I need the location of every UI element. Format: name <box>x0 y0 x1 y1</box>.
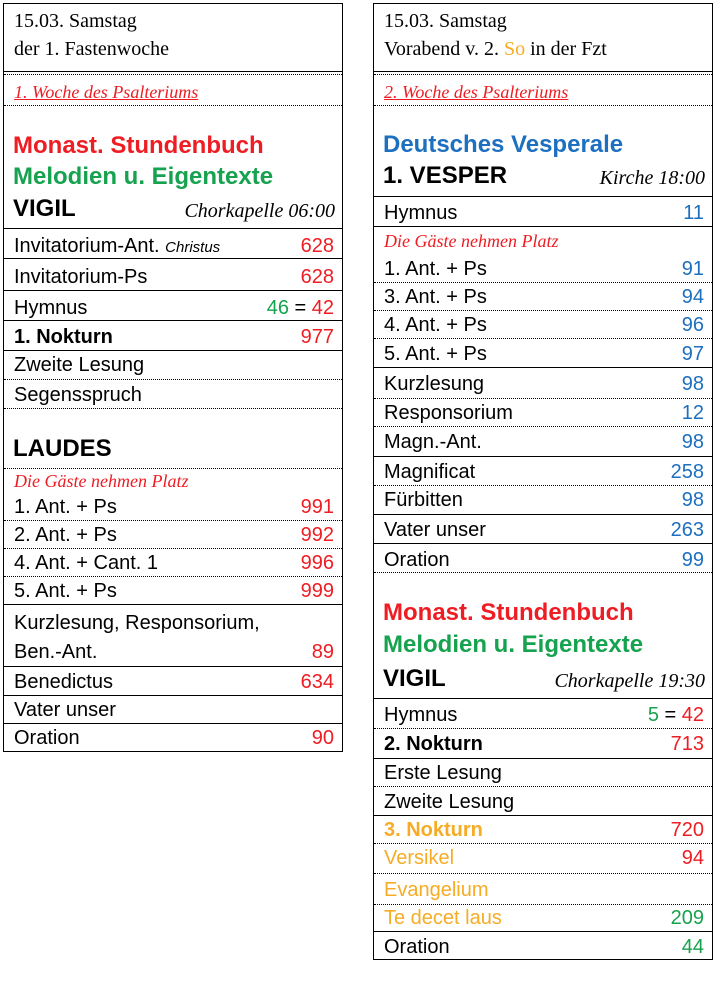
vigil-row-3-nokturn <box>374 814 712 842</box>
row-label: Segensspruch <box>14 384 142 406</box>
vesper-row-magn-ant <box>374 426 712 454</box>
laudes-row-ben-ant <box>4 636 342 664</box>
row-number-a: 5 <box>647 704 659 726</box>
row-label: Magnificat <box>384 461 476 483</box>
row-label: Kurzlesung <box>384 373 485 395</box>
vesper-row-responsorium <box>374 397 712 425</box>
vesper-row-fuerbitten <box>374 484 712 512</box>
row-label: Zweite Lesung <box>384 791 515 813</box>
row-label: Erste Lesung <box>384 762 502 784</box>
row-number-a: 46 <box>266 297 289 319</box>
left-vigil-place: Chorkapelle 06:00 <box>184 200 335 222</box>
row-label: 2. Nokturn <box>384 733 483 755</box>
row-label: Ben.-Ant. <box>14 641 98 663</box>
laudes-row-4 <box>4 547 342 575</box>
vigil-row-erste-lesung <box>374 757 712 785</box>
right-vigil-place: Chorkapelle 19:30 <box>554 670 705 692</box>
right-vigil-heading <box>374 665 712 693</box>
vigil-row-2-nokturn <box>374 728 712 756</box>
row-number: 91 <box>681 258 704 280</box>
row-number: 977 <box>300 326 334 348</box>
row-extra: Christus <box>165 239 221 256</box>
row-label: 3. Ant. + Ps <box>384 286 487 308</box>
vesper-heading <box>374 162 712 190</box>
row-number: 90 <box>311 727 334 749</box>
right-guests-note: Die Gäste nehmen Platz <box>384 231 559 251</box>
row-label: Hymnus <box>384 202 458 224</box>
row-number-b: 42 <box>681 704 704 726</box>
row-label: Evangelium <box>384 879 489 901</box>
row-label: 5. Ant. + Ps <box>384 343 487 365</box>
right-date: 15.03. Samstag <box>384 10 507 32</box>
row-number: 996 <box>300 552 334 574</box>
row-number: 11 <box>683 202 704 224</box>
laudes-row-1 <box>4 491 342 519</box>
row-number: 98 <box>681 431 704 453</box>
vigil-row-zweite-lesung <box>374 786 712 814</box>
row-label: Oration <box>14 727 80 749</box>
row-label: Te decet laus <box>384 907 502 929</box>
row-number: 992 <box>300 524 334 546</box>
vigil-row-te-decet-laus <box>374 902 712 930</box>
vesper-row-oration <box>374 544 712 572</box>
row-number: 628 <box>300 235 334 257</box>
vigil-row-evangelium <box>374 874 712 902</box>
row-label: 1. Ant. + Ps <box>384 258 487 280</box>
vigil-row-oration <box>374 931 712 959</box>
vesper-row-vater-unser <box>374 514 712 542</box>
row-label: 3. Nokturn <box>384 819 483 841</box>
sunday-abbrev: So <box>503 38 526 60</box>
row-label: Vater unser <box>384 519 486 541</box>
row-number: 94 <box>681 847 704 869</box>
row-label: Magn.-Ant. <box>384 431 482 453</box>
left-row-zweite-lesung <box>4 349 342 377</box>
row-label: Kurzlesung, Responsorium, <box>14 612 260 634</box>
vigil-row-hymnus <box>374 699 712 727</box>
row-number: 98 <box>681 373 704 395</box>
left-date-header <box>4 3 342 63</box>
laudes-row-5 <box>4 575 342 603</box>
vesper-row-magnificat <box>374 456 712 484</box>
laudes-row-oration <box>4 722 342 750</box>
row-label: Fürbitten <box>384 489 463 511</box>
left-row-1-nokturn <box>4 321 342 349</box>
left-column <box>3 3 343 752</box>
row-label: Hymnus <box>14 297 88 319</box>
row-equals: = <box>658 704 682 726</box>
row-label: 1. Nokturn <box>14 326 113 348</box>
row-number: 209 <box>670 907 704 929</box>
row-label: Oration <box>384 936 450 958</box>
row-number: 258 <box>670 461 704 483</box>
laudes-row-2 <box>4 519 342 547</box>
row-label: 4. Ant. + Cant. 1 <box>14 552 158 574</box>
row-label: Vater unser <box>14 699 116 721</box>
laudes-row-kurzlesung <box>4 607 342 635</box>
left-row-invitatorium-ps <box>4 261 342 289</box>
right-book-title-2: Monast. Stundenbuch <box>383 599 634 626</box>
row-number: 89 <box>311 641 334 663</box>
right-column <box>373 3 713 960</box>
vesper-row-hymnus <box>374 197 712 225</box>
right-book-subtitle-2: Melodien u. Eigentexte <box>383 631 644 658</box>
vesper-row-4 <box>374 309 712 337</box>
row-number: 12 <box>681 402 704 424</box>
left-book-title: Monast. Stundenbuch <box>13 132 264 159</box>
row-label: Invitatorium-Ps <box>14 266 148 288</box>
right-date-header <box>374 3 712 63</box>
vesper-row-5 <box>374 338 712 366</box>
laudes-row-benedictus <box>4 666 342 694</box>
left-psalter-week: 1. Woche des Psalteriums <box>14 82 199 102</box>
row-number: 44 <box>681 936 704 958</box>
row-label: 2. Ant. + Ps <box>14 524 117 546</box>
left-row-hymnus <box>4 292 342 320</box>
right-book-title: Deutsches Vesperale <box>383 131 624 158</box>
row-number: 713 <box>670 733 704 755</box>
row-label: Benedictus <box>14 671 113 693</box>
right-day-post: in der Fzt <box>525 38 607 60</box>
right-day-pre: Vorabend v. 2. <box>384 38 504 60</box>
row-label: Responsorium <box>384 402 513 424</box>
vesper-row-kurzlesung <box>374 368 712 396</box>
row-number: 94 <box>681 286 704 308</box>
row-number: 999 <box>300 580 334 602</box>
row-number: 97 <box>681 343 704 365</box>
right-vigil-title: VIGIL <box>383 665 446 692</box>
laudes-heading: LAUDES <box>13 435 112 462</box>
row-number: 99 <box>681 549 704 571</box>
row-label: Hymnus <box>384 704 458 726</box>
row-number: 720 <box>670 819 704 841</box>
row-number: 634 <box>300 671 334 693</box>
left-vigil-heading <box>4 195 342 223</box>
row-number: 96 <box>681 314 704 336</box>
row-label: 5. Ant. + Ps <box>14 580 117 602</box>
right-day <box>384 35 712 63</box>
laudes-row-vater-unser <box>4 694 342 722</box>
row-equals: = <box>288 297 312 319</box>
right-psalter-week: 2. Woche des Psalteriums <box>384 82 569 102</box>
left-vigil-title: VIGIL <box>13 195 76 222</box>
left-day: der 1. Fastenwoche <box>14 38 169 60</box>
left-book-subtitle: Melodien u. Eigentexte <box>13 163 274 190</box>
left-row-segensspruch <box>4 379 342 407</box>
row-number-b: 42 <box>311 297 334 319</box>
row-label: Versikel <box>384 847 455 869</box>
row-label: 1. Ant. + Ps <box>14 496 117 518</box>
vesper-place: Kirche 18:00 <box>599 167 705 189</box>
row-label: Invitatorium-Ant. <box>14 235 160 257</box>
row-label: Zweite Lesung <box>14 354 145 376</box>
vesper-row-3 <box>374 281 712 309</box>
row-number: 263 <box>670 519 704 541</box>
row-label: 4. Ant. + Ps <box>384 314 487 336</box>
vigil-row-versikel <box>374 842 712 870</box>
row-number: 991 <box>300 496 334 518</box>
left-guests-note: Die Gäste nehmen Platz <box>14 471 189 491</box>
row-number: 98 <box>681 489 704 511</box>
vesper-row-1 <box>374 253 712 281</box>
left-row-invitatorium-ant <box>4 230 342 258</box>
left-date: 15.03. Samstag <box>14 10 137 32</box>
vesper-title: 1. VESPER <box>383 162 508 189</box>
row-number: 628 <box>300 266 334 288</box>
row-label: Oration <box>384 549 450 571</box>
